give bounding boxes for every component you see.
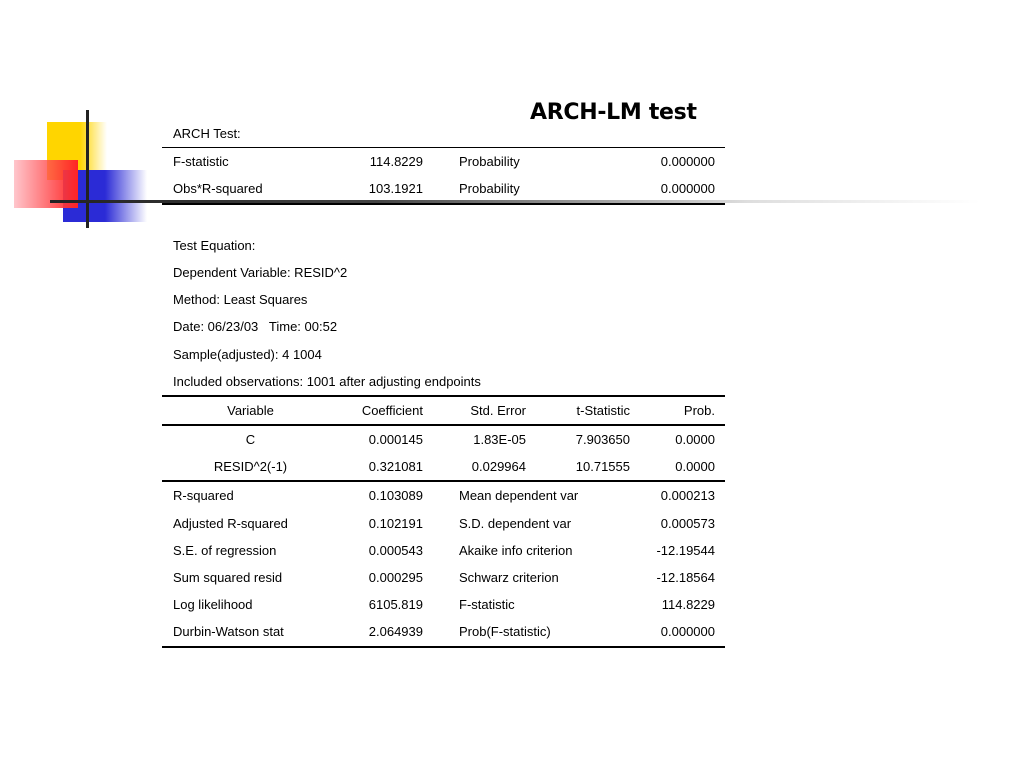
stats-row: Sum squared resid 0.000295 Schwarz criterion -12.18564	[173, 570, 715, 585]
stat-value: 103.1921	[368, 181, 423, 197]
prob-label: Probability	[459, 154, 520, 170]
arch-test-row	[162, 148, 725, 175]
date-time: Date: 06/23/03 Time: 00:52	[173, 319, 338, 335]
coef-header-row	[162, 397, 725, 424]
spacer-row	[162, 205, 725, 232]
stats-row: S.E. of regression 0.000543 Akaike info criterion -12.19544	[173, 542, 715, 558]
prob-value: 0.000000	[660, 154, 715, 170]
table-row: RESID^2(-1) 0.321081 0.029964 10.71555 0.0000	[213, 459, 715, 475]
table-rule	[162, 646, 725, 648]
stats-row: R-squared 0.103089 Mean dependent var 0.000213	[173, 488, 715, 504]
prob-value: 0.000000	[660, 181, 715, 197]
col-header: Std. Error	[470, 402, 526, 418]
stats-row: Log likelihood 6105.819 F-statistic 114.8229	[173, 597, 715, 613]
stats-row: Durbin-Watson stat 2.064939 Prob(F-statistic) 0.000000	[173, 624, 715, 640]
slide-title: ARCH-LM test	[530, 100, 697, 125]
stat-value: 114.8229	[369, 154, 423, 170]
table-row: C 0.000145 1.83E-05 7.903650 0.0000	[245, 432, 715, 448]
col-header: Prob.	[683, 402, 715, 418]
col-header: Variable	[227, 402, 274, 418]
test-equation-heading: Test Equation:	[173, 237, 256, 253]
prob-label: Probability	[459, 181, 520, 197]
stats-row: Adjusted R-squared 0.102191 S.D. dependent var 0.000573	[173, 515, 715, 531]
col-header: Coefficient	[361, 402, 423, 418]
stat-label: Obs*R-squared	[173, 181, 263, 197]
method: Method: Least Squares	[173, 292, 308, 308]
sample: Sample(adjusted): 4 1004	[173, 346, 322, 362]
col-header: t-Statistic	[576, 402, 630, 418]
decor-vertical-line	[86, 110, 89, 228]
dependent-variable: Dependent Variable: RESID^2	[173, 264, 348, 280]
eviews-output	[162, 120, 725, 648]
included-observations: Included observations: 1001 after adjusting endpoints	[173, 373, 481, 389]
stat-label: F-statistic	[173, 154, 229, 170]
arch-test-row	[162, 175, 725, 202]
arch-test-heading: ARCH Test:	[173, 126, 241, 141]
